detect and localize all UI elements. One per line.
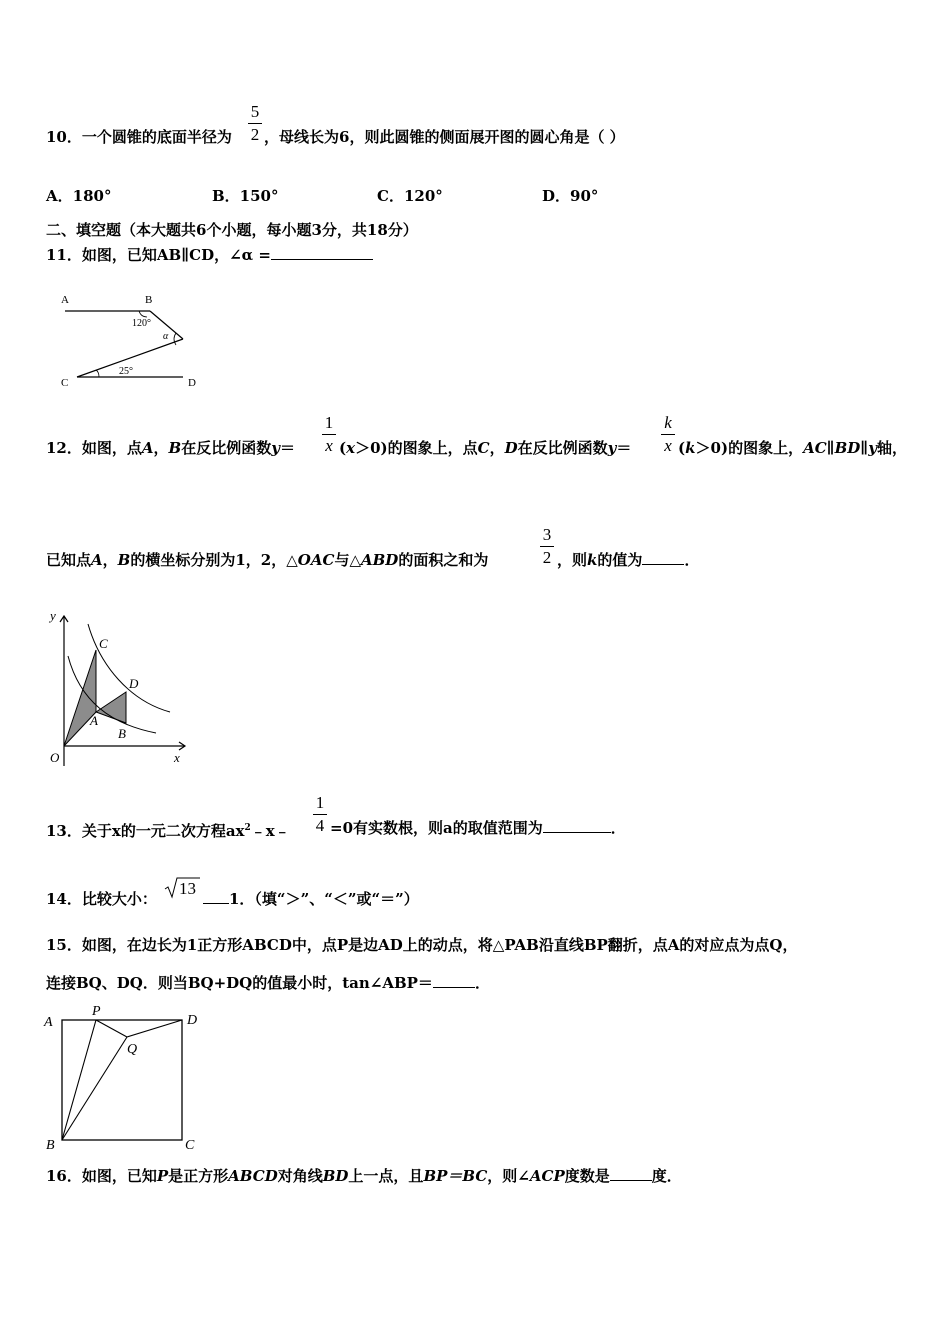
q12-frac3-den: 2 (542, 548, 552, 567)
q12-label-y: y (50, 608, 56, 623)
q13-superscript: 2 (244, 823, 251, 833)
q12-var-k-2: k (587, 551, 598, 569)
q11-label-d: D (188, 377, 196, 389)
q13-stem-left (46, 819, 290, 840)
q11-label-c: C (61, 377, 69, 389)
q12-fraction-1 (322, 413, 336, 456)
q13-stem-right (330, 819, 626, 837)
q16-text-g: 度数是 (564, 1167, 610, 1185)
q12-label-d: D (129, 676, 139, 691)
q16-square: ABCD (228, 1167, 278, 1185)
q14-radicand: 13 (179, 879, 196, 898)
q12-var-x: x (346, 439, 356, 457)
q16-stem (46, 1167, 682, 1185)
q12-fraction-2 (661, 413, 675, 456)
q10-fraction (248, 102, 262, 145)
q10-stem-post: ，母线长为6，则此圆锥的侧面展开图的圆心角是（ ） (264, 128, 625, 146)
q11-figure (55, 290, 205, 390)
q13-text-c: =0有实数根，则a的取值范围为 (330, 819, 543, 837)
q10-option-a: A．180° (46, 187, 112, 205)
q11-label-b: B (145, 294, 153, 306)
q12-label-c: C (99, 636, 108, 651)
q10-option-d: D．90° (542, 187, 599, 205)
q12-point-b: B (168, 439, 182, 457)
q12-text-k: ，则 (557, 551, 588, 569)
q12-end: ． (684, 551, 700, 569)
q12-frac2-den: x (664, 436, 672, 455)
q12-frac2-num: k (664, 413, 672, 432)
q10-option-b: B．150° (212, 187, 279, 205)
q14-answer-blank (203, 903, 229, 904)
q12-frac1-num: 1 (324, 413, 334, 432)
q15-figure (40, 1003, 210, 1153)
q12-label-x: x (174, 750, 180, 765)
q12-paren2: ( (678, 439, 686, 457)
q11-angle-25: 25° (119, 366, 133, 377)
q12-par-1: ∥ (826, 439, 835, 457)
q15-line2 (46, 974, 490, 992)
q12-text-c: ＞0)的图象上，点 (355, 439, 478, 457)
q12-frac1-den: x (325, 436, 333, 455)
q12-text-h: 的横坐标分别为1，2，△ (130, 551, 298, 569)
q11-arc-alpha (174, 333, 176, 345)
q15-text: 连接BQ、DQ．则当BQ+DQ的值最小时，tan∠ABP＝ (46, 974, 433, 992)
q16-text-f: ，则∠ (487, 1167, 530, 1185)
q12-line1-right: (k＞0)的图象上，AC∥BD∥y轴， (678, 439, 907, 457)
q13-text-a: 13．关于x的一元二次方程ax (46, 822, 245, 840)
q12-par-2: ∥ (860, 439, 869, 457)
q12-point-c: C (477, 439, 490, 457)
q10-stem-pre: 10．一个圆锥的底面半径为 (46, 128, 232, 146)
q12-text-d: 在反比例函数 (517, 439, 608, 457)
q12-point-a: A (141, 439, 154, 457)
q15-line-pq (96, 1020, 127, 1037)
q12-comma: ， (153, 439, 169, 457)
q10-frac-num: 5 (250, 102, 260, 121)
q12-text-j: 的面积之和为 (398, 551, 489, 569)
q11-alpha-label: α (163, 331, 169, 342)
q11-arc-120 (139, 311, 147, 317)
q12-point-b-2: B (117, 551, 131, 569)
q16-text-a: 16．如图，已知 (46, 1167, 157, 1185)
q12-triangle-abd (96, 692, 126, 723)
q15-line1: 15．如图，在边长为1正方形ABCD中，点P是边AD上的动点，将△PAB沿直线BP翻折，点A的对应点为点Q， (46, 936, 798, 954)
q12-eq: ＝ (279, 439, 295, 457)
q12-seg-ac: AC (803, 439, 827, 457)
q12-var-k: k (685, 439, 696, 457)
q12-comma-2: ， (489, 439, 505, 457)
q15-end: ． (474, 974, 490, 992)
q13-end: ． (610, 819, 626, 837)
q12-seg-bd: BD (834, 439, 861, 457)
q15-label-p: P (92, 1004, 101, 1019)
q14-stem-left: 14．比较大小： (46, 890, 157, 908)
q16-condition: BP＝BC (423, 1167, 488, 1185)
q12-tri-oac: OAC (297, 551, 335, 569)
q12-text-e: 的图象上， (728, 439, 804, 457)
q12-paren1: ( (339, 439, 347, 457)
q12-text-l: 的值为 (597, 551, 643, 569)
q12-var-y: y (271, 439, 280, 457)
q15-square-abcd (62, 1020, 182, 1140)
q14-text: 1．（填“＞”、“＜”或“＝”） (229, 890, 419, 908)
q15-label-d: D (187, 1013, 198, 1028)
q12-tri-abd: ABD (360, 551, 399, 569)
q14-stem-right (203, 890, 419, 908)
q13-answer-blank (543, 832, 611, 833)
q11-label-a: A (61, 294, 69, 306)
q12-eq-2: ＝ (616, 439, 632, 457)
q11-answer-blank (271, 259, 373, 260)
q12-frac3-num: 3 (542, 525, 552, 544)
q12-text-g: 已知点 (46, 551, 92, 569)
q16-angle: ACP (529, 1167, 565, 1185)
q12-label-b: B (118, 726, 126, 741)
q12-figure (40, 606, 200, 776)
q13-text-b: ﹣x﹣ (250, 822, 290, 840)
q15-label-q: Q (127, 1042, 138, 1057)
q12-comma-3: ， (102, 551, 118, 569)
q12-label-a: A (90, 713, 98, 728)
q12-text-a: 12．如图，点 (46, 439, 142, 457)
q12-label-o: O (50, 750, 60, 765)
q11-stem (46, 246, 373, 264)
q15-label-c: C (185, 1138, 195, 1153)
q15-answer-blank (433, 987, 475, 988)
q12-text-b: 在反比例函数 (181, 439, 272, 457)
q12-text-i: 与△ (334, 551, 361, 569)
q13-frac-num: 1 (315, 793, 325, 812)
q11-arc-25 (96, 370, 99, 377)
q12-line2-left (46, 551, 488, 569)
q15-label-a: A (44, 1015, 53, 1030)
q15-line-bq (62, 1037, 127, 1140)
q16-text-b: 是正方形 (168, 1167, 229, 1185)
q12-answer-blank (642, 564, 684, 565)
q16-diagonal: BD (322, 1167, 349, 1185)
q14-sqrt (163, 876, 201, 900)
q10-stem (46, 128, 232, 146)
q16-text-c: 对角线 (277, 1167, 323, 1185)
q12-text-f: 轴， (876, 439, 907, 457)
q16-text-d: 上一点，且 (348, 1167, 424, 1185)
q12-fraction-3 (540, 525, 554, 568)
q12-point-d: D (504, 439, 518, 457)
q13-fraction (313, 793, 327, 836)
q12-triangle-oac (64, 650, 96, 746)
q15-line-bp (62, 1020, 96, 1140)
q11-text: 11．如图，已知AB∥CD，∠α = (46, 246, 271, 264)
q12-point-a-2: A (91, 551, 103, 569)
q12-line1-left (46, 439, 295, 457)
q10-option-c: C．120° (377, 187, 443, 205)
section-title: 二、填空题（本大题共6个小题，每小题3分，共18分） (46, 221, 418, 239)
q16-point-p: P (156, 1167, 169, 1185)
q10-frac-den: 2 (250, 125, 260, 144)
q12-var-y-2: y (607, 439, 617, 457)
q12-line1-mid (339, 439, 631, 457)
q16-text-h: 度． (651, 1167, 682, 1185)
q16-answer-blank (610, 1180, 652, 1181)
q12-line2-right (557, 551, 699, 569)
q11-angle-120: 120° (132, 318, 151, 329)
q13-frac-den: 4 (315, 816, 325, 835)
q12-var-y-3: y (868, 439, 877, 457)
q15-label-b: B (46, 1138, 55, 1153)
q15-line-qd (127, 1020, 182, 1037)
